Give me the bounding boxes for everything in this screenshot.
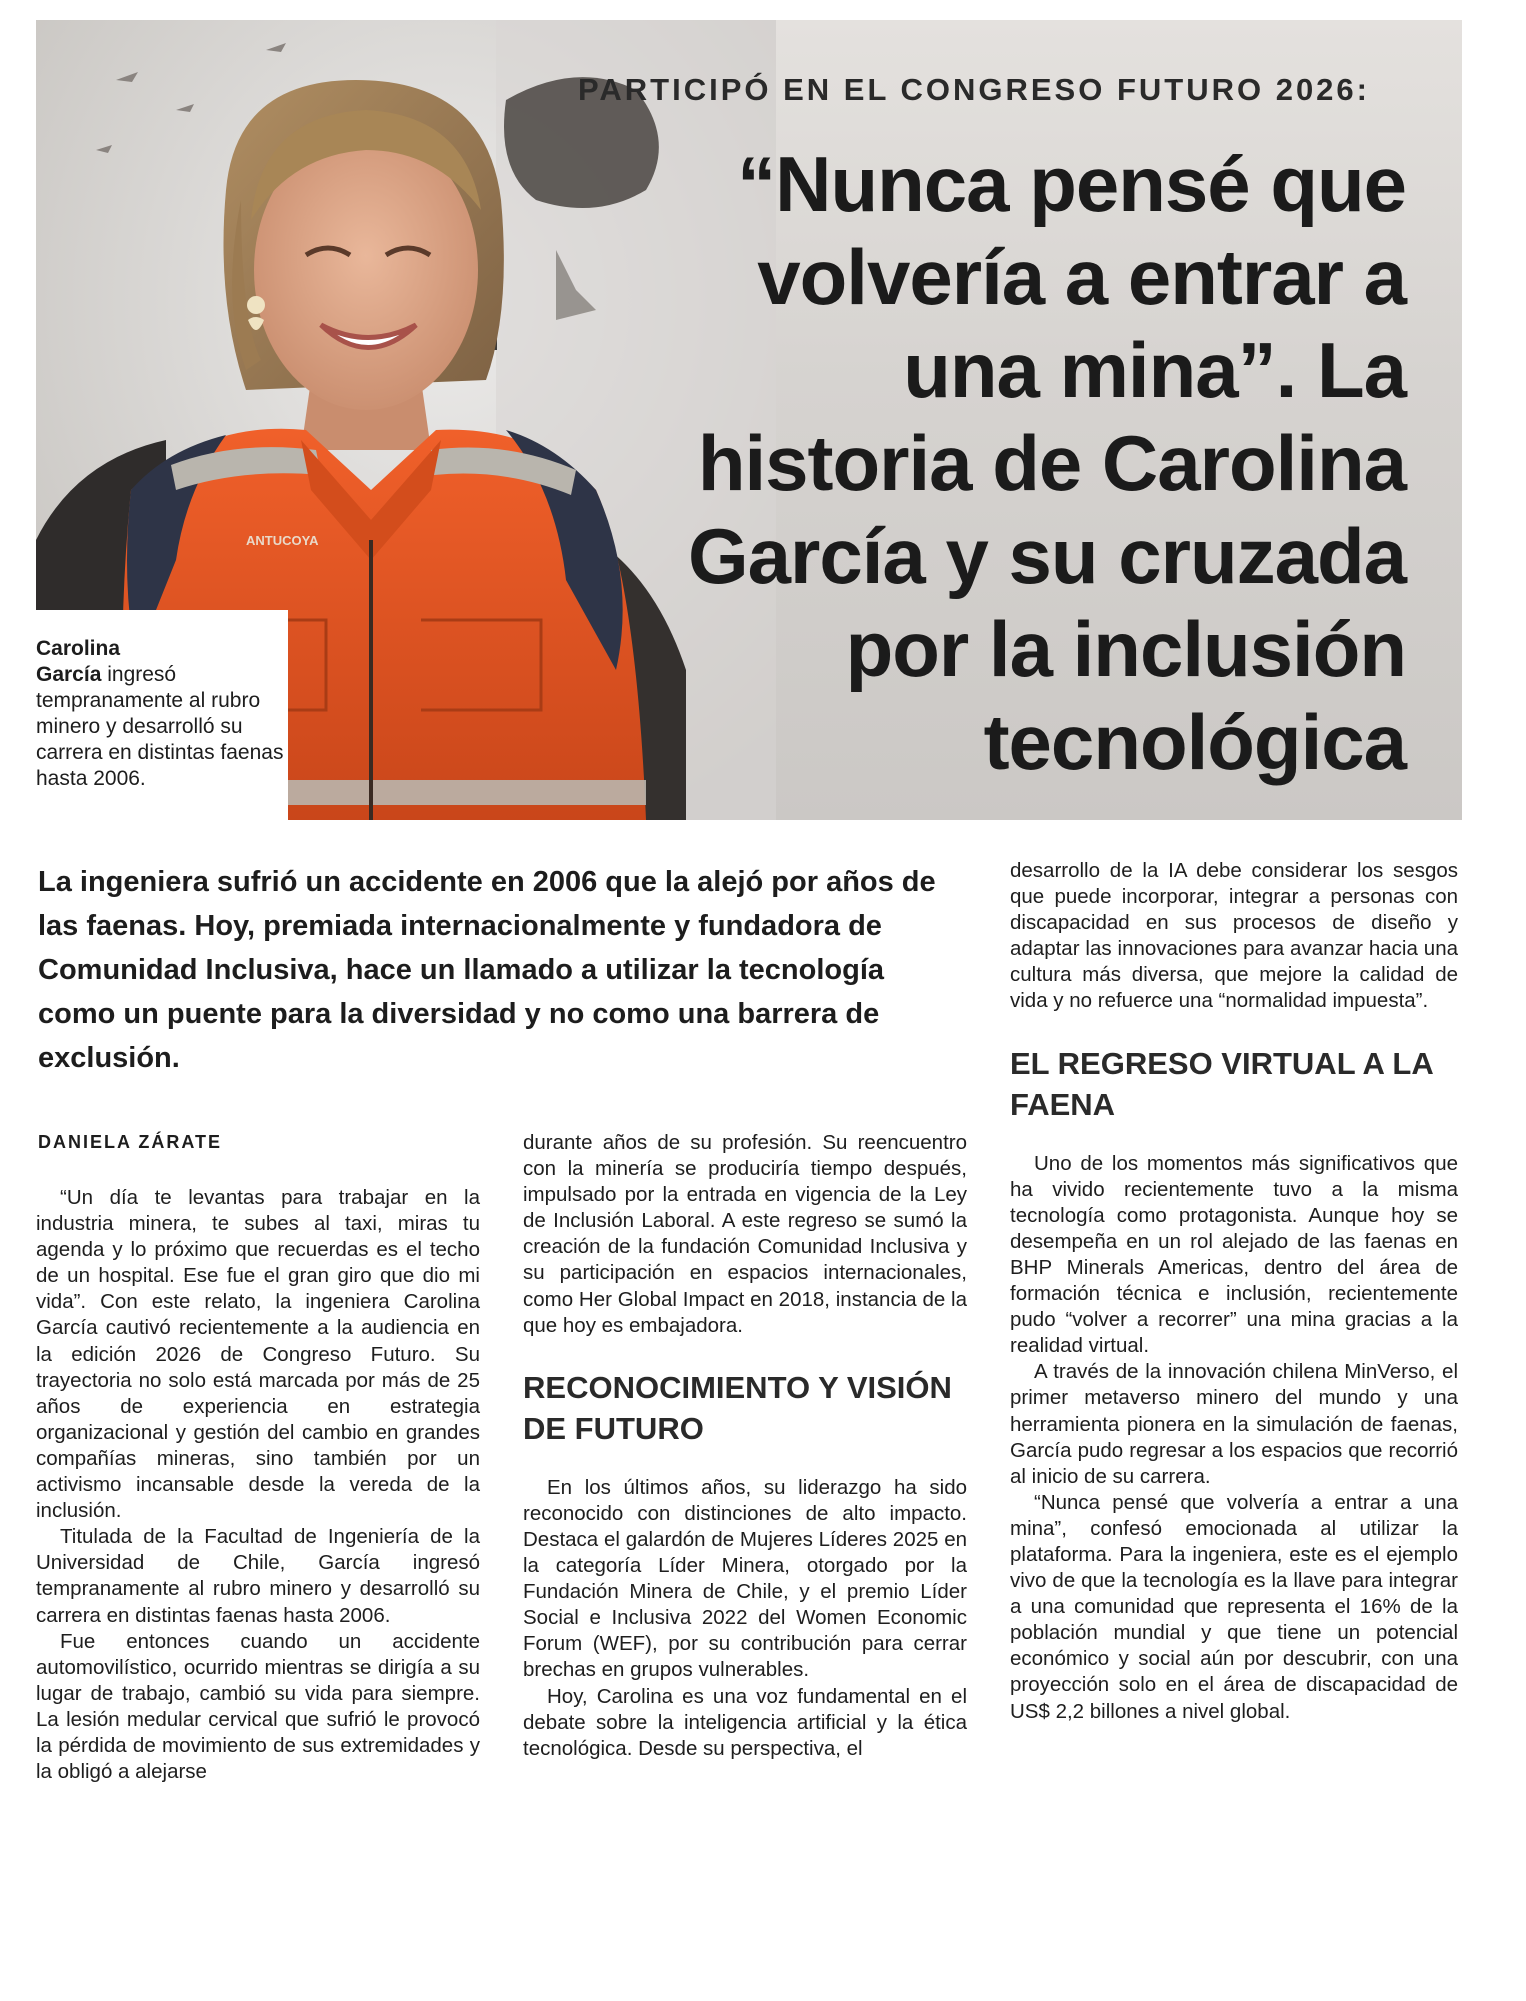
article-column-3 [1010, 858, 1458, 1725]
byline: DANIELA ZÁRATE [38, 1132, 222, 1152]
body-paragraph: Titulada de la Facultad de Ingeniería de la Universidad de Chile, García ingresó tempranamente al rubro minero y desarrolló su carrera en distintas faenas hasta 2006. [36, 1525, 480, 1627]
section-heading-recognition: RECONOCIMIENTO Y VISIÓN DE FUTURO [523, 1369, 952, 1446]
photo-caption [36, 610, 288, 820]
headline: “Nunca pensé que volvería a entrar a una mina”. La historia de Carolina García y su cruzada por la inclusión tecnológica [687, 140, 1406, 786]
caption-text: ingresó tempranamente al rubro minero y desarrolló su carrera en distintas faenas hasta 2006. [36, 663, 284, 790]
body-paragraph-continuation: durante años de su profesión. Su reencuentro con la minería se produciría tiempo después, impulsado por la entrada en vigencia de la Ley de Inclusión Laboral. A este regreso se sumó la creación de la fundación Comunidad Inclusiva y su participación en espacios internacionales, como Her Global Impact en 2018, instancia de la que hoy es embajadora. [523, 1131, 967, 1337]
body-paragraph: Hoy, Carolina es una voz fundamental en el debate sobre la inteligencia artificial y la ética tecnológica. Desde su perspectiva, el [523, 1684, 967, 1760]
body-paragraph: “Un día te levantas para trabajar en la industria minera, te subes al taxi, miras tu agenda y lo próximo que recuerdas es el techo de un hospital. Ese fue el gran giro que dio mi vida”. Con este relato, la ingeniera Carolina García cautivó recientemente a la audiencia en la edición 2026 de Congreso Futuro. Su trayectoria no solo está marcada por más de 25 años de experiencia en estrategia organizacional y gestión del cambio en grandes compañías mineras, sino también por un activismo incansable desde la vereda de la inclusión. [36, 1186, 480, 1523]
article-column-1 [36, 1185, 480, 1785]
article-column-2 [523, 1130, 967, 1762]
hero-banner [36, 20, 1462, 820]
caption-name-last: García [36, 663, 102, 686]
lead-paragraph: La ingeniera sufrió un accidente en 2006 que la alejó por años de las faenas. Hoy, premiada internacionalmente y fundadora de Comunidad Inclusiva, hace un llamado a utilizar la tecnología como un puente para la diversidad y no como una barrera de exclusión. [38, 866, 936, 1074]
body-paragraph-continuation: desarrollo de la IA debe considerar los sesgos que puede incorporar, integrar a personas con discapacidad en sus procesos de diseño y adaptar las innovaciones para avanzar hacia una cultura más diversa, que mejore la calidad de vida y no refuerce una “normalidad impuesta”. [1010, 859, 1458, 1013]
body-paragraph: En los últimos años, su liderazgo ha sido reconocido con distinciones de alto impacto. Destaca el galardón de Mujeres Líderes 2025 en la categoría Líder Minera, otorgado por la Fundación Minera de Chile, y el premio Líder Social e Inclusiva 2022 del Women Economic Forum (WEF), por su contribución para cerrar brechas en grupos vulnerables. [523, 1475, 967, 1682]
body-paragraph: A través de la innovación chilena MinVerso, el primer metaverso minero del mundo y una herramienta pionera en la simulación de faenas, García pudo regresar a los espacios que recorrió al inicio de su carrera. [1010, 1360, 1458, 1488]
jacket-logo: ANTUCOYA [246, 533, 319, 548]
headline-kicker: PARTICIPÓ EN EL CONGRESO FUTURO 2026: [578, 72, 1370, 107]
body-paragraph: “Nunca pensé que volvería a entrar a una mina”, confesó emocionada al utilizar la plataforma. Para la ingeniera, este es el ejemplo vivo de que la tecnología es la llave para integrar a una comunidad que representa el 16% de la población mundial y que tiene un potencial económico y social aún por descubrir, con una proyección solo en el área de discapacidad de US$ 2,2 billones a nivel global. [1010, 1490, 1458, 1723]
section-heading-virtual-return: EL REGRESO VIRTUAL A LA FAENA [1010, 1045, 1433, 1122]
body-paragraph: Uno de los momentos más significativos que ha vivido recientemente tuvo a la misma tecnología como protagonista. Aunque hoy se desempeña en un rol alejado de las faenas en BHP Minerals Americas, dentro del área de formación técnica e inclusión, recientemente pudo “volver a recorrer” una mina gracias a la realidad virtual. [1010, 1151, 1458, 1358]
body-paragraph: Fue entonces cuando un accidente automovilístico, ocurrido mientras se dirigía a su lugar de trabajo, cambió su vida para siempre. La lesión medular cervical que sufrió le provocó la pérdida de movimiento de sus extremidades y la obligó a alejarse [36, 1629, 480, 1784]
caption-name-first: Carolina [36, 637, 121, 660]
